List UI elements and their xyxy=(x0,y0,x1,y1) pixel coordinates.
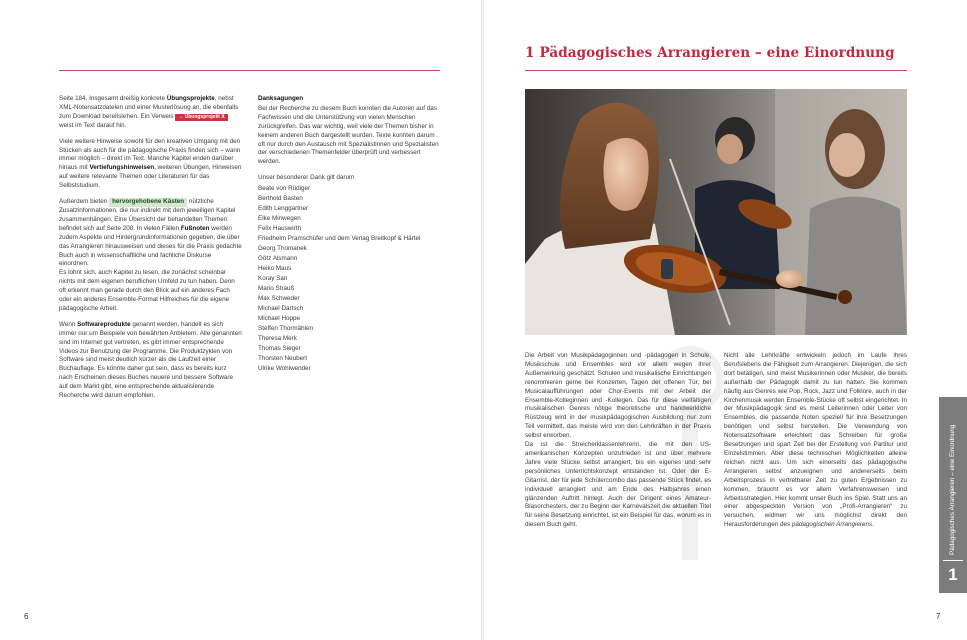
thanks-name: Michael Dartsch xyxy=(258,305,304,313)
acknowledgements-intro: Bei der Recherche zu diesem Buch konnten die Autoren auf das Fachwissen und die Unterstützung von vielen Menschen zurückgreifen. Das war wichtig, weil viele der Themen bisher in keinem anderen Buch dargestellt wurden. Texte konnten darum oft nur durch den Austausch mit Spezialistinnen und Spezialisten der verschiedenen Themenfelder überprüft und verbessert werden. xyxy=(258,104,439,166)
intro-paragraph-4: Es lohnt sich, auch Kapitel zu lesen, die zunächst scheinbar nichts mit dem eigenen beruflichen Umfeld zu tun haben. Denn oft erkennt man gerade durch den Blick auf ein anderes Fach oder ein anderes Ensemble-Format Hilfreiches für die eigene pädagogische Arbeit. xyxy=(59,269,235,312)
thanks-name: Berthold Basten xyxy=(258,195,303,203)
thanks-name: Friedhelm Pramschüfer und dem Verlag Breitkopf & Härtel xyxy=(258,235,421,243)
side-tab-label: Pädagogisches Arrangieren – eine Einordnung xyxy=(949,424,956,555)
chapter-photo xyxy=(525,89,907,335)
thanks-name: Thorsten Neubert xyxy=(258,355,308,363)
intro-paragraph-3: Außerdem bieten hervorgehobene Kästen nützliche Zusatzinformationen, die nur indirekt mit dem jeweiligen Kapitel zusammenhängen. Eine Übersicht der behandelten Themen befindet sich auf Seite 208. In vielen Fällen Fußnoten werden zudem Aspekte und Hintergrundinformationen gegeben, die über das Arrangieren hinausweisen und dieses für die Praxis gedachte Buch auch in wissenschaftliche und fachliche Diskurse einordnen. xyxy=(59,198,242,268)
side-tab-divider xyxy=(943,560,963,561)
thanks-name: Thomas Sieger xyxy=(258,345,301,353)
intro-paragraph-2: Viele weitere Hinweise sowohl für den kreativen Umgang mit den Stücken als auch für die pädagogische Praxis finden sich – wann immer möglich – direkt im Text. Manche Kapitel enden darüber hinaus mit Vertiefungshinweisen, weiteren Übungen, Hinweisen auf weitere relevante Themen oder Literaturen für das Selbststudium. xyxy=(59,137,242,190)
right-column-2 xyxy=(724,352,907,537)
thanks-name: Theresa Merk xyxy=(258,335,297,343)
chapter-paragraph-1: Die Arbeit von Musikpädagoginnen und -pädagogen in Schule, Musikschule und Ensembles wird vor allem wegen ihrer Außenwirkung geschätzt. Schulen und musikalische Einrichtungen renommieren gerne bei Konzerten, Tagen der offenen Tür, bei Musicalaufführungen oder Chor-Events mit der Arbeit der Ensemble-Kolleginnen und -Kollegen. Das für diese vielfältigen musikalischen Genres nötige theoretische und handwerkliche Rüstzeug wird in der musikpädagogischen Ausbildung nur zum Teil vermittelt, das meiste wird von den Lehrkräften in der Praxis selbst erworben. xyxy=(525,352,711,440)
thanks-lead: Unser besonderer Dank gilt darum xyxy=(258,174,355,182)
acknowledgements-heading: Danksagungen xyxy=(258,95,304,102)
thanks-name: Götz Alsmann xyxy=(258,255,298,263)
intro-paragraph-1: Seite 184. Insgesamt dreißig konkrete Übungsprojekte, nebst XML-Notensatzdateien und einer Musterlösung an, die ebenfalls zum Download bereitstehen. Ein Verweis → Übungsprojekt X weist im Text darauf hin. xyxy=(59,95,239,129)
thanks-name: Ulrike Wohlwender xyxy=(258,365,311,373)
thanks-name: Felix Hauswirth xyxy=(258,225,302,233)
thanks-name: Elke Minwegen xyxy=(258,215,301,223)
side-tab-number: 1 xyxy=(948,565,958,584)
thanks-name: Edith Lenggartner xyxy=(258,205,309,213)
thanks-name: Michael Hoppe xyxy=(258,315,301,323)
thanks-name: Max Schweder xyxy=(258,295,300,303)
chapter-number: 1 xyxy=(525,45,535,61)
thanks-name: Beate von Rüdiger xyxy=(258,185,311,193)
thanks-name: Steffen Thormählen xyxy=(258,325,314,333)
thanks-name-list xyxy=(258,184,440,374)
intro-paragraph-5: Wenn Softwareprodukte genannt werden, handelt es sich immer nur um Beispiele von bewährten Anbietern. Alle genannten sind im Internet gut vertreten, es gibt immer entsprechende Videos zur Benutzung der Programme. Die Produktzyklen von Software sind meist deutlich kürzer als die Laufzeit einer Buchauflage. Es könnte daher gut sein, dass es bereits kurz nach Erscheinen dieses Buches neuere und bessere Software auf dem Markt gibt, eine entsprechende aktualisierende Recherche wird darum empfohlen. xyxy=(59,320,242,400)
left-column-1 xyxy=(59,95,242,408)
chapter-paragraph-3: Nicht alle Lehrkräfte entwickeln jedoch im Laufe ihres Berufslebens die Fähigkeit zum Arrangieren. Diejenigen, die sich dort betätigen, sind meist Musikerinnen oder Musiker, die bereits außerhalb der Pädagogik damit zu tun hatten. Sie kommen häufig aus Genres wie Pop, Rock, Jazz und Folklore, auch in der Kirchenmusik werden Ensemble-Stücke oft selbst eingerichtet. In der Musikpädagogik sind es meist Leiterinnen oder Leiter von Ensembles, die passende Noten speziell für ihre Besetzungen benötigen und selbst herstellen. Die Verwendung von Notensatzsoftware erleichtert das Schreiben für große Besetzungen und spart Zeit bei der Erstellung von Partitur und Einzelstimmen. Aber diese technischen Möglichkeiten alleine reichen nicht aus. Um sich einerseits das pädagogische Arrangieren selbst anzueignen und andererseits beim Arbeitsprozess in vertretbarer Zeit zu guten Ergebnissen zu kommen, braucht es vor allem Verfahrensweisen und Arbeitsstrategien. Hier kommt unser Buch ins Spiel. Statt uns an einer abgespeckten Version von „Profi-Arrangieren“ zu versuchen, widmen wir uns möglichst direkt den Herausforderungen des pädagogischen Arrangierens. xyxy=(724,352,907,529)
chapter-side-tab[interactable] xyxy=(939,397,967,593)
thanks-name: Koray San xyxy=(258,275,288,283)
thanks-name: Heiko Maus xyxy=(258,265,292,273)
thanks-name: Mario Strauß xyxy=(258,285,295,293)
chapter-title xyxy=(525,45,895,61)
page-number-right: 7 xyxy=(936,612,941,621)
left-page xyxy=(0,0,483,640)
exercise-reference-tag: → Übungsprojekt X xyxy=(175,114,227,121)
chapter-title-text: Pädagogisches Arrangieren – eine Einordnung xyxy=(539,45,895,61)
left-column-2 xyxy=(258,95,440,374)
chapter-paragraph-2: Da ist die Streicherklassenlehrerin, die mit den US-amerikanischen Konzepten unzufrieden ist und über mehrere Jahre viele Stücke selbst arrangiert, bis ein eigenes und sehr persönliches Unterrichtskonzept entstanden ist. Oder der E-Gitarrist, der für jede Schülercombo das passende Stück findet, es individuell arrangiert und am Ende des Halbjahres einen glänzenden Auftritt hinlegt. Auch der Dirigent eines Amateur-Blasorchesters, der zu Beginn der Karnevalszeit die aktuellen Titel für seine Besetzung einrichtet, ist ein Beispiel für das, worum es in diesem Buch geht. xyxy=(525,441,711,529)
header-rule-left xyxy=(59,70,440,71)
thanks-name: Georg Thomanek xyxy=(258,245,307,253)
page-number-left: 6 xyxy=(24,612,29,621)
header-rule-right xyxy=(525,70,907,71)
right-column-1 xyxy=(525,352,711,537)
highlight-box-tag: hervorgehobene Kästen xyxy=(109,198,187,207)
